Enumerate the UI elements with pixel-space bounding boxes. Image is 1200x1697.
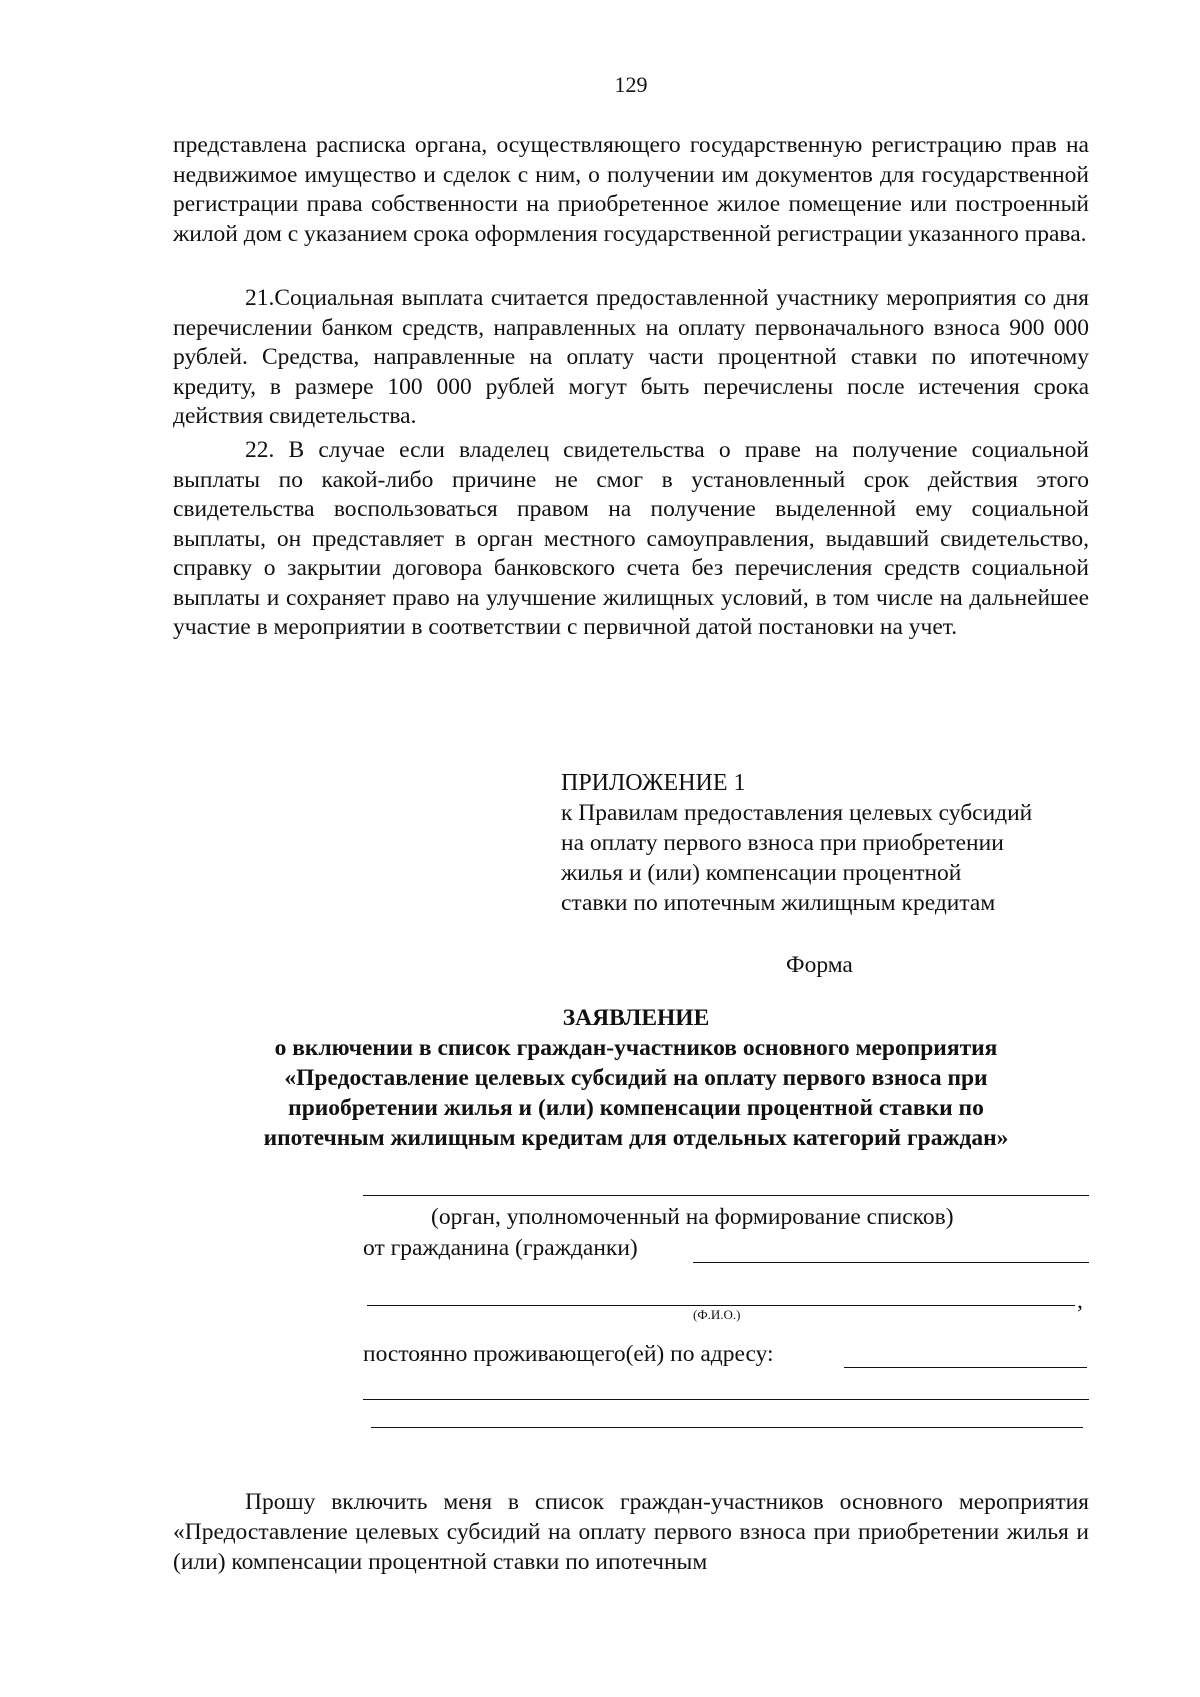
fio-caption: (Ф.И.О.) — [693, 1307, 741, 1322]
appendix-line-2: на оплату первого взноса при приобретении — [561, 830, 1004, 856]
address-field-line-3[interactable] — [371, 1427, 1083, 1428]
form-label: Форма — [786, 952, 853, 978]
request-paragraph: Прошу включить меня в список граждан-участников основного мероприятия «Предоставление целевых субсидий на оплату первого взноса при приобретении жилья и (или) компенсации процентной ставки по ипотечным — [173, 1489, 1089, 1575]
fio-field-line[interactable] — [367, 1305, 1075, 1306]
heading-line-4: ипотечным жилищным кредитам для отдельных категорий граждан» — [263, 1125, 1009, 1151]
from-citizen-label: от гражданина (гражданки) — [363, 1235, 638, 1261]
address-field-line-2[interactable] — [363, 1399, 1089, 1400]
appendix-line-3: жилья и (или) компенсации процентной — [561, 860, 962, 886]
address-label: постоянно проживающего(ей) по адресу: — [363, 1341, 774, 1367]
organ-field-line[interactable] — [363, 1195, 1089, 1196]
application-heading — [180, 1003, 1092, 1153]
organ-caption: (орган, уполномоченный на формирование списков) — [431, 1204, 954, 1230]
appendix-title: ПРИЛОЖЕНИЕ 1 — [561, 770, 746, 796]
heading-line-2: «Предоставление целевых субсидий на оплату первого взноса при — [284, 1065, 988, 1091]
appendix-block — [561, 768, 1101, 918]
page-number: 129 — [614, 72, 648, 97]
appendix-line-4: ставки по ипотечным жилищным кредитам — [561, 890, 996, 916]
appendix-line-1: к Правилам предоставления целевых субсидий — [561, 800, 1033, 826]
paragraph-22: 22. В случае если владелец свидетельства о праве на получение социальной выплаты по какой-либо причине не смог в установленный срок действия этого свидетельства воспользоваться правом на получение выделенной ему социальной выплаты, он представляет в орган местного самоуправления, выдавший свидетельство, справку о закрытии договора банковского счета без перечисления средств социальной выплаты и сохраняет право на улучшение жилищных условий, в том числе на дальнейшее участие в мероприятии в соответствии с первичной датой постановки на учет. — [173, 437, 1089, 640]
address-field-line-1[interactable] — [844, 1367, 1087, 1368]
heading-title: ЗАЯВЛЕНИЕ — [562, 1005, 710, 1031]
heading-line-1: о включении в список граждан-участников основного мероприятия — [274, 1035, 998, 1061]
citizen-name-field-line[interactable] — [693, 1262, 1089, 1263]
paragraph-continued: представлена расписка органа, осуществляющего государственную регистрацию прав на недвижимое имущество и сделок с ним, о получении им документов для государственной регистрации права собственности на приобретенное жилое помещение или построенный жилой дом с указанием срока оформления государственной регистрации указанного права. — [173, 132, 1089, 247]
fio-comma: , — [1077, 1288, 1083, 1314]
paragraph-21: 21.Социальная выплата считается предоставленной участнику мероприятия со дня перечислении банком средств, направленных на оплату первоначального взноса 900 000 рублей. Средства, направленные на оплату части процентной ставки по ипотечному кредиту, в размере 100 000 рублей могут быть перечислены после истечения срока действия свидетельства. — [173, 285, 1089, 429]
heading-line-3: приобретении жилья и (или) компенсации процентной ставки по — [288, 1095, 984, 1121]
